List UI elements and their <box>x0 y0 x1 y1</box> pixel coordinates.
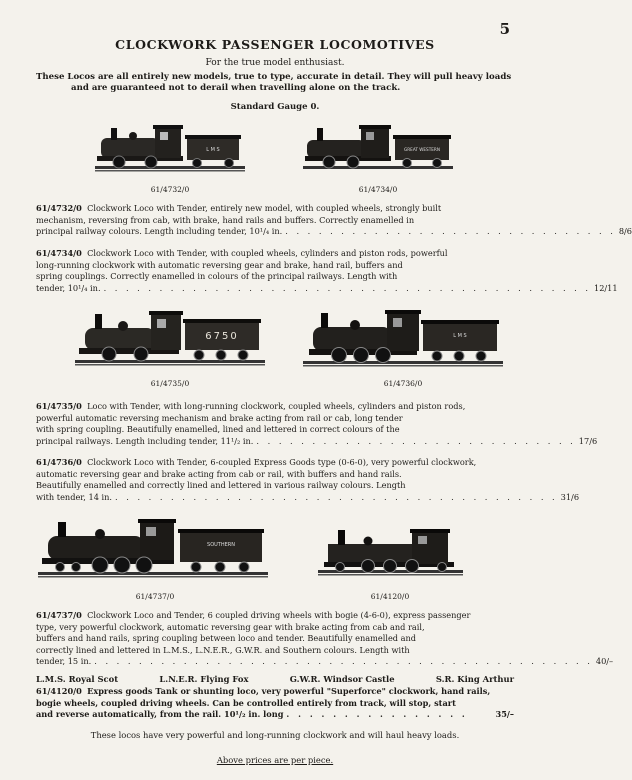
entry-line: principal railways. Length including tender, 11¹/₂ in. <box>36 435 254 446</box>
entry-line: buffers and hand rails, spring coupling between loco and tender. Beautifully enamelled and <box>36 633 417 644</box>
loco-name: L.M.S. Royal Scot <box>36 674 119 684</box>
entry-line: correctly lined and lettered in L.M.S., L.N.E.R., G.W.R. and Southern colours. Length with <box>36 644 410 655</box>
product-code: 61/4734/0 <box>36 248 82 258</box>
loco-name: G.W.R. Windsor Castle <box>289 674 395 684</box>
entry-line: Clockwork Loco and Tender, 6 coupled driving wheels with bogie (4-6-0), express passenger <box>87 610 471 620</box>
footnote: These locos have very powerful and long-running clockwork and will haul heavy loads. <box>90 730 460 740</box>
bottom-note <box>0 755 550 765</box>
entry-line: powerful automatic reversing mechanism and brake acting from rail or cab, long tender <box>36 412 403 423</box>
entry-line: mechanism, reversing from cab, with brake, hand rails and buffers. Correctly enamelled in <box>36 214 415 225</box>
entry-line: automatic reversing gear and brake acting from cab or rail, with buffers and hand rails. <box>36 468 402 479</box>
tender-lettering: L M S <box>206 147 220 153</box>
figure-caption: 61/4734/0 <box>358 185 398 194</box>
entry-line: Clockwork Loco with Tender, 6-coupled Express Goods type (0-6-0), very powerful clockwork, <box>87 457 477 467</box>
entry-line: long-running clockwork with automatic reversing gear and brake, hand rail, buffers and <box>36 259 403 270</box>
entry-line: bogie wheels, coupled driving wheels. Can be controlled entirely from track, will stop, start <box>36 697 456 708</box>
gauge-label: Standard Gauge 0. <box>230 102 320 112</box>
bottom-note-text: Above prices are per piece. <box>216 755 334 765</box>
loco-name: L.N.E.R. Flying Fox <box>159 674 249 684</box>
entry-line: principal railway colours. Length including tender, 10¹/₄ in. <box>36 226 283 237</box>
price: 8/6 <box>618 226 632 237</box>
loco-illustration-4120 <box>318 526 463 580</box>
tender-lettering: 6750 <box>205 331 239 342</box>
loco-name: S.R. King Arthur <box>435 674 514 684</box>
entry-line: tender, 10¹/₄ in. <box>36 282 101 293</box>
product-entry <box>36 610 514 656</box>
product-code: 61/4735/0 <box>36 401 82 411</box>
figure-caption: 61/4732/0 <box>150 185 190 194</box>
entry-line: with spring coupling. Beautifully enamelled, lined and lettered in correct colours of the <box>36 424 400 435</box>
intro-line-2: and are guaranteed not to derail when travelling alone on the track. <box>71 83 401 93</box>
price: 12/11 <box>594 282 618 293</box>
page-subtitle: For the true model enthusiast. <box>205 58 345 68</box>
entry-line: and reverse automatically, from the rail. 10¹/₂ in. long <box>36 709 284 720</box>
price: 40/– <box>595 656 614 666</box>
loco-illustration-4732 <box>95 116 245 174</box>
figure-caption: 61/4737/0 <box>135 592 175 601</box>
loco-names-row <box>36 674 514 684</box>
product-entry: 61/4120/0 Express goods Tank or shunting loco, very powerful "Superforce" clockwork, hand rails, bogie wheels, coupled driving wheels. Can be controlled entirely from track, will stop, start and reverse automatically, from the rail. 10¹/₂ in. long . . . . . . . . . . . . . . . . 35/– <box>36 686 514 720</box>
figure-caption: 61/4735/0 <box>150 379 190 388</box>
entry-line: with tender, 14 in. <box>36 491 113 502</box>
tender-lettering: L M S <box>453 333 467 339</box>
figure-caption: 61/4120/0 <box>370 592 410 601</box>
loco-illustration-4737 <box>38 516 268 582</box>
product-entry: 61/4735/0 Loco with Tender, with long-running clockwork, coupled wheels, cylinders and piston rods, powerful automatic reversing mechanism and brake acting from rail or cab, long tender with spring coupling. Beautifully enamelled, lined and lettered in correct colours of the principal railways. Length including tender, 11¹/₂ in. . . . . . . . . . . . . . . . . . . . . . . . . . . . . . 17/6 <box>36 401 598 446</box>
product-entry: 61/4734/0 Clockwork Loco with Tender, with coupled wheels, cylinders and piston rods, powerful long-running clockwork with automatic reversing gear and brake, hand rail, buffers and spring couplings. Correctly enamelled in colours of the principal railways. Length with tender, 10¹/₄ in. . . . . . . . . . . . . . . . . . . . . . . . . . . . . . . . . . . . . . . . . . . . . 12/11 <box>36 248 618 293</box>
entry-line: spring couplings. Correctly enamelled in colours of the principal railways. Length with <box>36 271 398 282</box>
entry-line: Beautifully enamelled and correctly lined and lettered in various railway colours. Length <box>36 480 406 491</box>
product-code: 61/4732/0 <box>36 203 82 213</box>
product-entry-end: tender, 15 in. . . . . . . . . . . . . . . . . . . . . . . . . . . . . . . . . . . . . . . . . . . . . . 40/– <box>36 656 614 666</box>
entry-line: Express goods Tank or shunting loco, very powerful "Superforce" clockwork, hand rails, <box>87 686 491 696</box>
loco-illustration-4734 <box>303 118 453 174</box>
entry-line: Clockwork Loco with Tender, with coupled wheels, cylinders and piston rods, powerful <box>87 248 448 258</box>
page-title: CLOCKWORK PASSENGER LOCOMOTIVES <box>115 37 435 52</box>
entry-line: Loco with Tender, with long-running clockwork, coupled wheels, cylinders and piston rods, <box>87 401 466 411</box>
tender-lettering: SOUTHERN <box>207 542 235 548</box>
tender-lettering: GREAT WESTERN <box>404 147 440 152</box>
price: 17/6 <box>578 435 598 446</box>
product-code: 61/4737/0 <box>36 610 82 620</box>
product-code: 61/4120/0 <box>36 686 82 696</box>
product-entry: 61/4736/0 Clockwork Loco with Tender, 6-coupled Express Goods type (0-6-0), very powerful clockwork, automatic reversing gear and brake acting from cab or rail, with buffers and hand rails. Beautifully enamelled and correctly lined and lettered in various railway colours. Length with tender, 14 in. . . . . . . . . . . . . . . . . . . . . . . . . . . . . . . . . . . . . . . . . 31/6 <box>36 457 580 502</box>
entry-line: tender, 15 in. <box>36 656 92 666</box>
price: 31/6 <box>560 491 580 502</box>
intro-text <box>36 72 516 94</box>
loco-illustration-4736 <box>303 305 503 371</box>
page-number: 5 <box>499 20 510 38</box>
entry-line: Clockwork Loco with Tender, entirely new model, with coupled wheels, strongly built <box>87 203 442 213</box>
loco-illustration-4735 <box>75 302 265 370</box>
product-code: 61/4736/0 <box>36 457 82 467</box>
entry-line: type, very powerful clockwork, automatic reversing gear with brake acting from cab and rail, <box>36 621 425 632</box>
price: 35/– <box>495 709 514 720</box>
intro-line-1: These Locos are all entirely new models, true to type, accurate in detail. They will pull heavy loads <box>36 72 512 82</box>
product-entry: 61/4732/0 Clockwork Loco with Tender, entirely new model, with coupled wheels, strongly built mechanism, reversing from cab, with brake, hand rails and buffers. Correctly enamelled in principal railway colours. Length including tender, 10¹/₄ in. . . . . . . . . . . . . . . . . . . . . . . . . . . . . . . 8/6 <box>36 203 632 237</box>
figure-caption: 61/4736/0 <box>383 379 423 388</box>
